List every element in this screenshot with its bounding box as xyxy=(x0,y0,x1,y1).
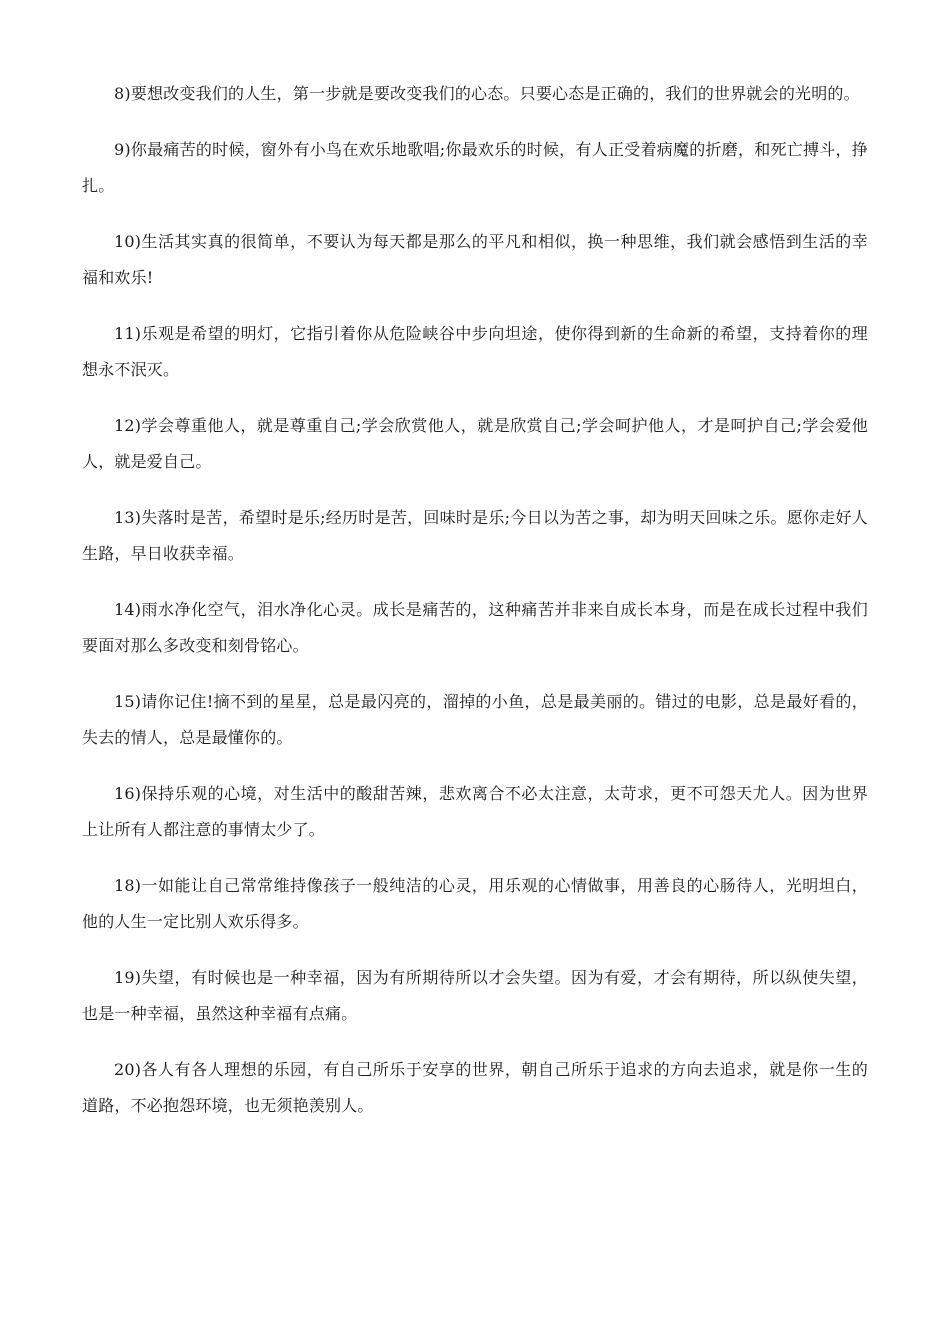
document-body xyxy=(82,76,868,1144)
paragraph-14: 14)雨水净化空气，泪水净化心灵。成长是痛苦的，这种痛苦并非来自成长本身，而是在成长过程中我们要面对那么多改变和刻骨铭心。 xyxy=(82,600,868,655)
paragraph-13: 13)失落时是苦，希望时是乐;经历时是苦，回味时是乐;今日以为苦之事，却为明天回味之乐。愿你走好人生路，早日收获幸福。 xyxy=(82,508,868,563)
paragraph-16: 16)保持乐观的心境，对生活中的酸甜苦辣，悲欢离合不必太注意，太苛求，更不可怨天尤人。因为世界上让所有人都注意的事情太少了。 xyxy=(82,784,868,839)
paragraph-11: 11)乐观是希望的明灯，它指引着你从危险峡谷中步向坦途，使你得到新的生命新的希望，支持着你的理想永不泯灭。 xyxy=(82,324,868,379)
paragraph-8: 8)要想改变我们的人生，第一步就是要改变我们的心态。只要心态是正确的，我们的世界就会的光明的。 xyxy=(114,84,860,103)
paragraph-20: 20)各人有各人理想的乐园，有自己所乐于安享的世界，朝自己所乐于追求的方向去追求，就是你一生的道路，不必抱怨环境，也无须艳羡别人。 xyxy=(82,1060,868,1115)
paragraph-12: 12)学会尊重他人，就是尊重自己;学会欣赏他人，就是欣赏自己;学会呵护他人，才是呵护自己;学会爱他人，就是爱自己。 xyxy=(82,416,868,471)
paragraph-15: 15)请你记住!摘不到的星星，总是最闪亮的，溜掉的小鱼，总是最美丽的。错过的电影，总是最好看的，失去的情人，总是最懂你的。 xyxy=(82,692,868,747)
paragraph-9: 9)你最痛苦的时候，窗外有小鸟在欢乐地歌唱;你最欢乐的时候，有人正受着病魔的折磨，和死亡搏斗，挣扎。 xyxy=(82,140,868,195)
paragraph-19: 19)失望，有时候也是一种幸福，因为有所期待所以才会失望。因为有爱，才会有期待，所以纵使失望，也是一种幸福，虽然这种幸福有点痛。 xyxy=(82,968,868,1023)
paragraph-18: 18)一如能让自己常常维持像孩子一般纯洁的心灵，用乐观的心情做事，用善良的心肠待人，光明坦白，他的人生一定比别人欢乐得多。 xyxy=(82,876,868,931)
paragraph-10: 10)生活其实真的很简单，不要认为每天都是那么的平凡和相似，换一种思维，我们就会感悟到生活的幸福和欢乐! xyxy=(82,232,868,287)
